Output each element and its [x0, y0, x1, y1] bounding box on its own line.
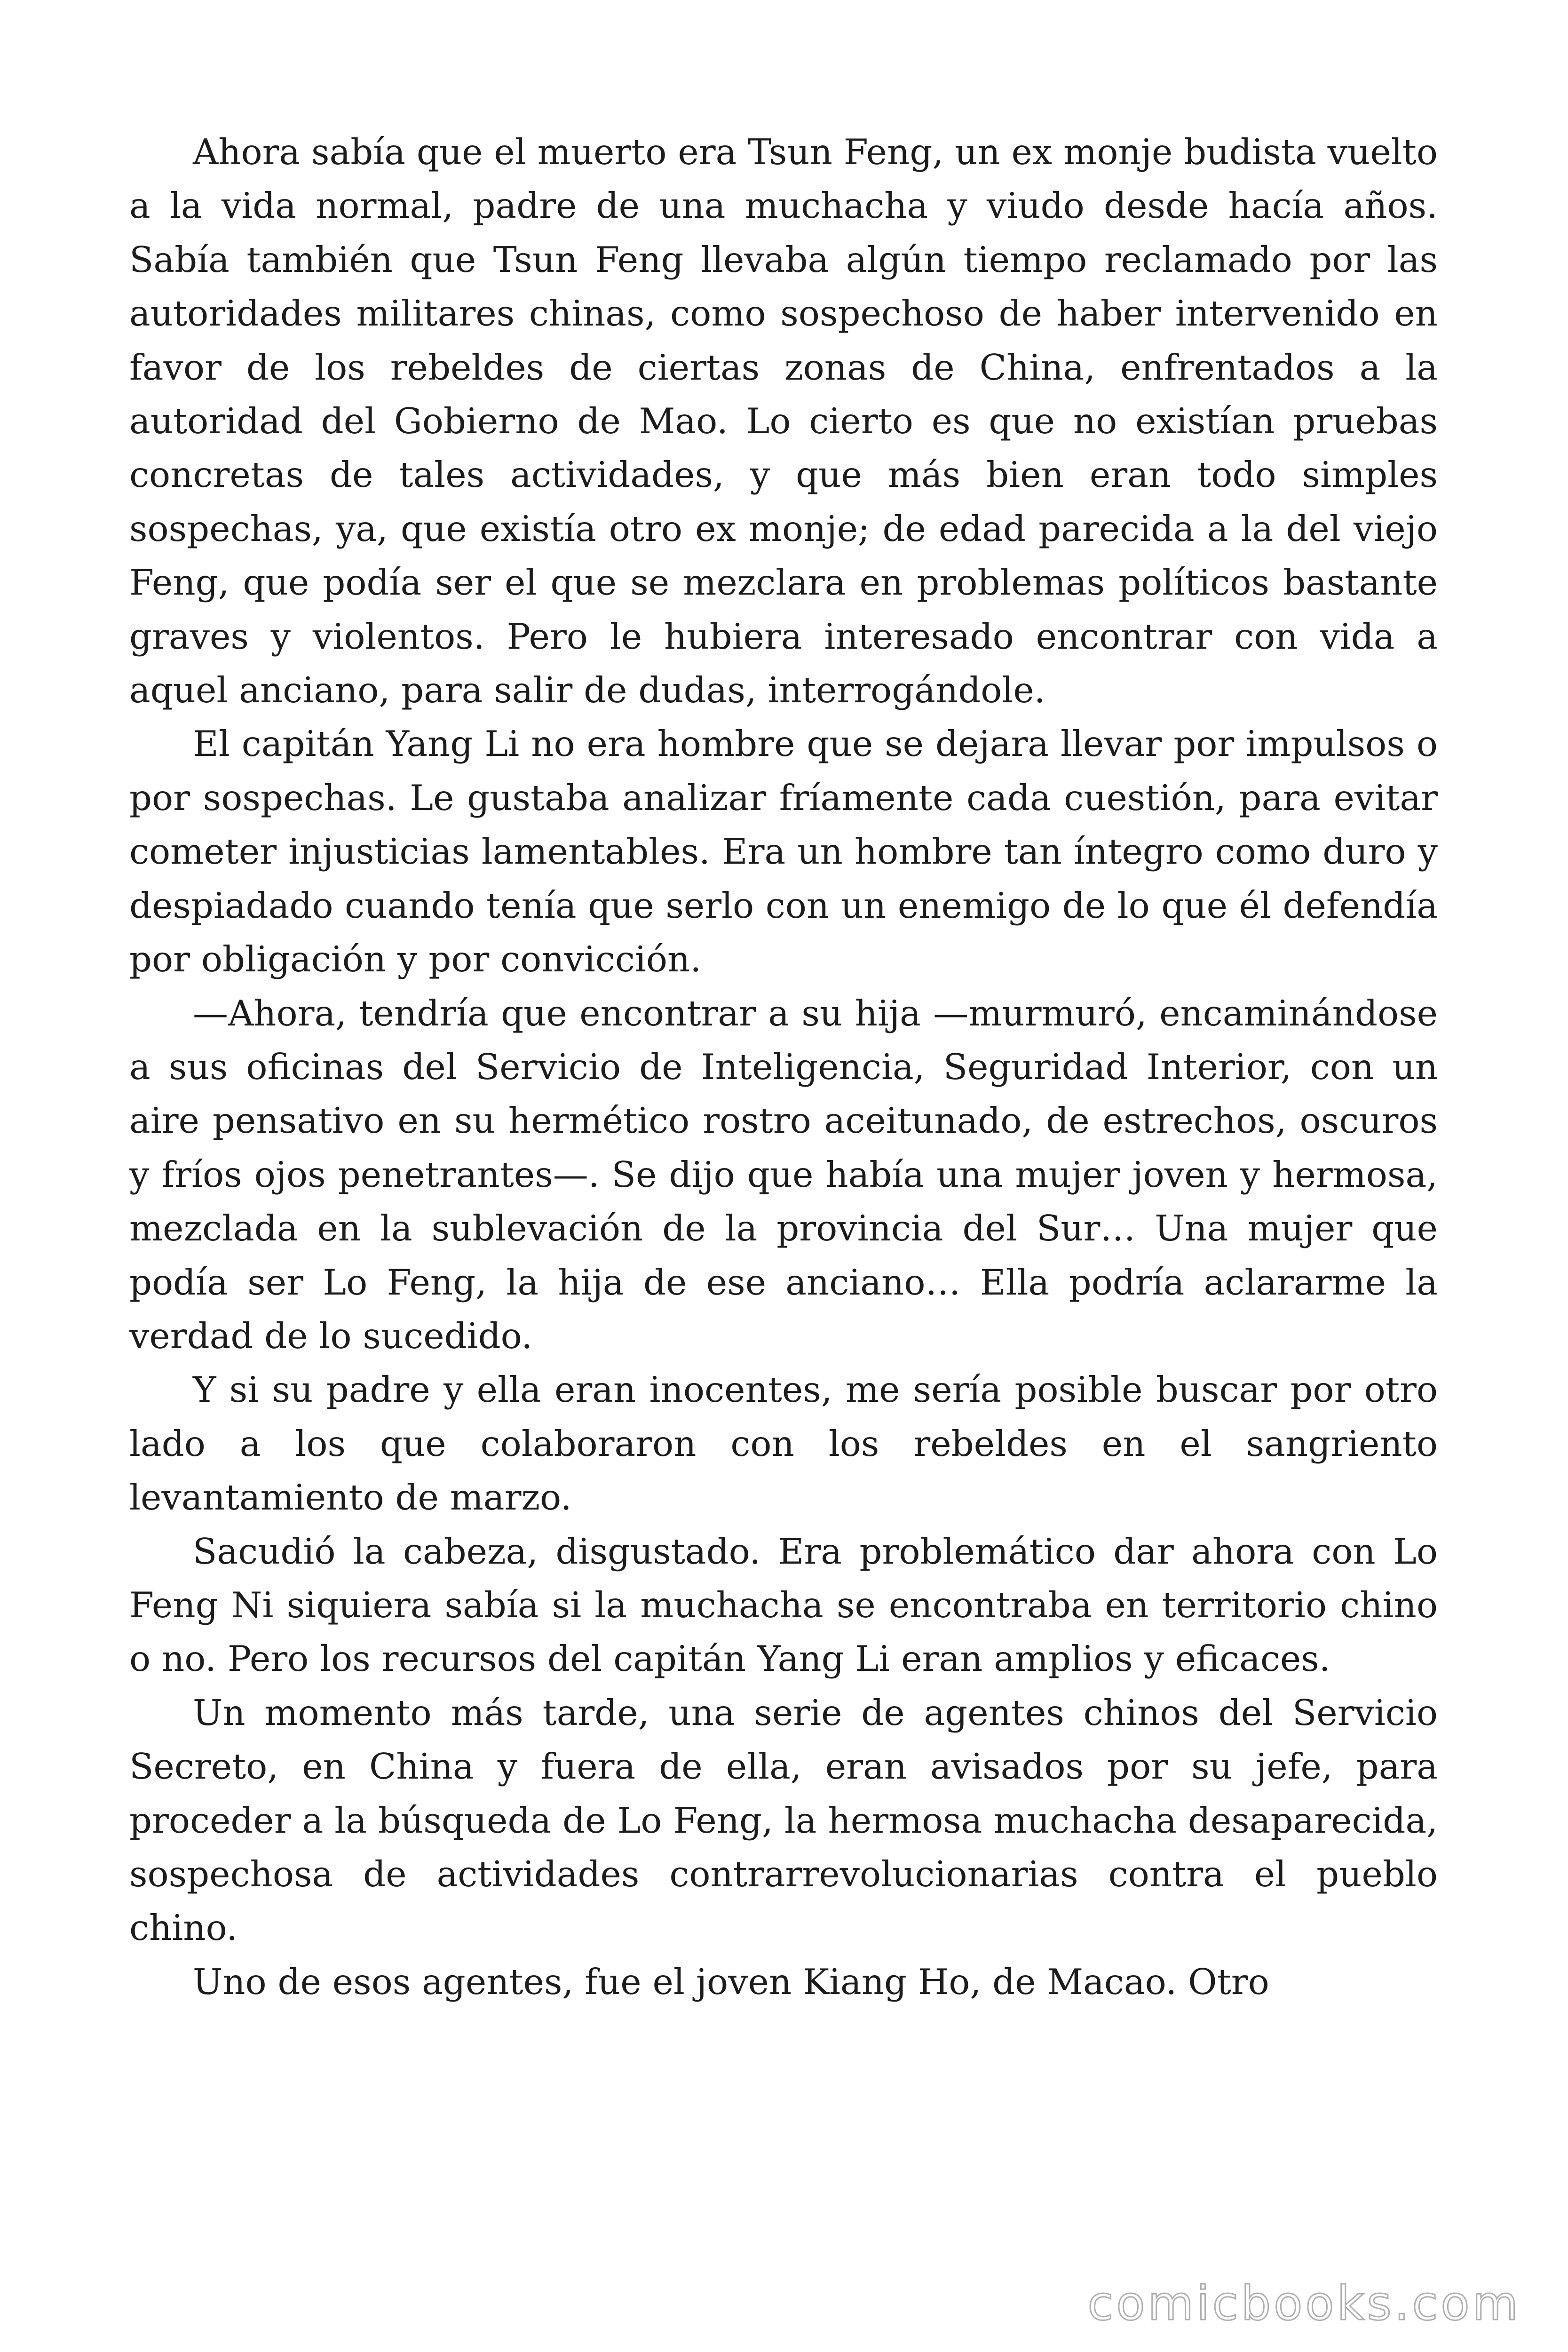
watermark-logo: comicbooks.com [1087, 2276, 1521, 2331]
paragraph: —Ahora, tendría que encontrar a su hija —murmuró, encaminándose a sus oficinas del Servicio de Inteligencia, Seguridad Interior, con un aire pensativo en su hermético rostro aceitunado, de estrechos, oscuros y fríos ojos penetrantes—. Se dijo que había una mujer joven y hermosa, mezclada en la sublevación de la provincia del Sur… Una mujer que podía ser Lo Feng, la hija de ese anciano… Ella podría aclararme la verdad de lo sucedido. [129, 992, 1438, 1357]
paragraph: Un momento más tarde, una serie de agentes chinos del Servicio Secreto, en China y fuera de ella, eran avisados por su jefe, para proceder a la búsqueda de Lo Feng, la hermosa muchacha desaparecida, sospechosa de actividades contrarrevolucionarias contra el pueblo chino. [129, 1692, 1438, 1949]
page-text [129, 125, 1438, 2009]
paragraph: El capitán Yang Li no era hombre que se dejara llevar por impulsos o por sospechas. Le gustaba analizar fríamente cada cuestión, para evitar cometer injusticias lamentables. Era un hombre tan íntegro como duro y despiadado cuando tenía que serlo con un enemigo de lo que él defendía por obligación y por convicción. [129, 723, 1438, 980]
paragraph: Sacudió la cabeza, disgustado. Era problemático dar ahora con Lo Feng Ni siquiera sabía si la muchacha se encontraba en territorio chino o no. Pero los recursos del capitán Yang Li eran amplios y eficaces. [129, 1530, 1438, 1680]
paragraph: Uno de esos agentes, fue el joven Kiang Ho, de Macao. Otro [193, 1961, 1269, 2002]
paragraph: Y si su padre y ella eran inocentes, me sería posible buscar por otro lado a los que colaboraron con los rebeldes en el sangriento levantamiento de marzo. [129, 1369, 1438, 1518]
paragraph: Ahora sabía que el muerto era Tsun Feng, un ex monje budista vuelto a la vida normal, padre de una muchacha y viudo desde hacía años. Sabía también que Tsun Feng llevaba algún tiempo reclamado por las autoridades militares chinas, como sospechoso de haber intervenido en favor de los rebeldes de ciertas zonas de China, enfrentados a la autoridad del Gobierno de Mao. Lo cierto es que no existían pruebas concretas de tales actividades, y que más bien eran todo simples sospechas, ya, que existía otro ex monje; de edad parecida a la del viejo Feng, que podía ser el que se mezclara en problemas políticos bastante graves y violentos. Pero le hubiera interesado encontrar con vida a aquel anciano, para salir de dudas, interrogándole. [129, 131, 1438, 711]
